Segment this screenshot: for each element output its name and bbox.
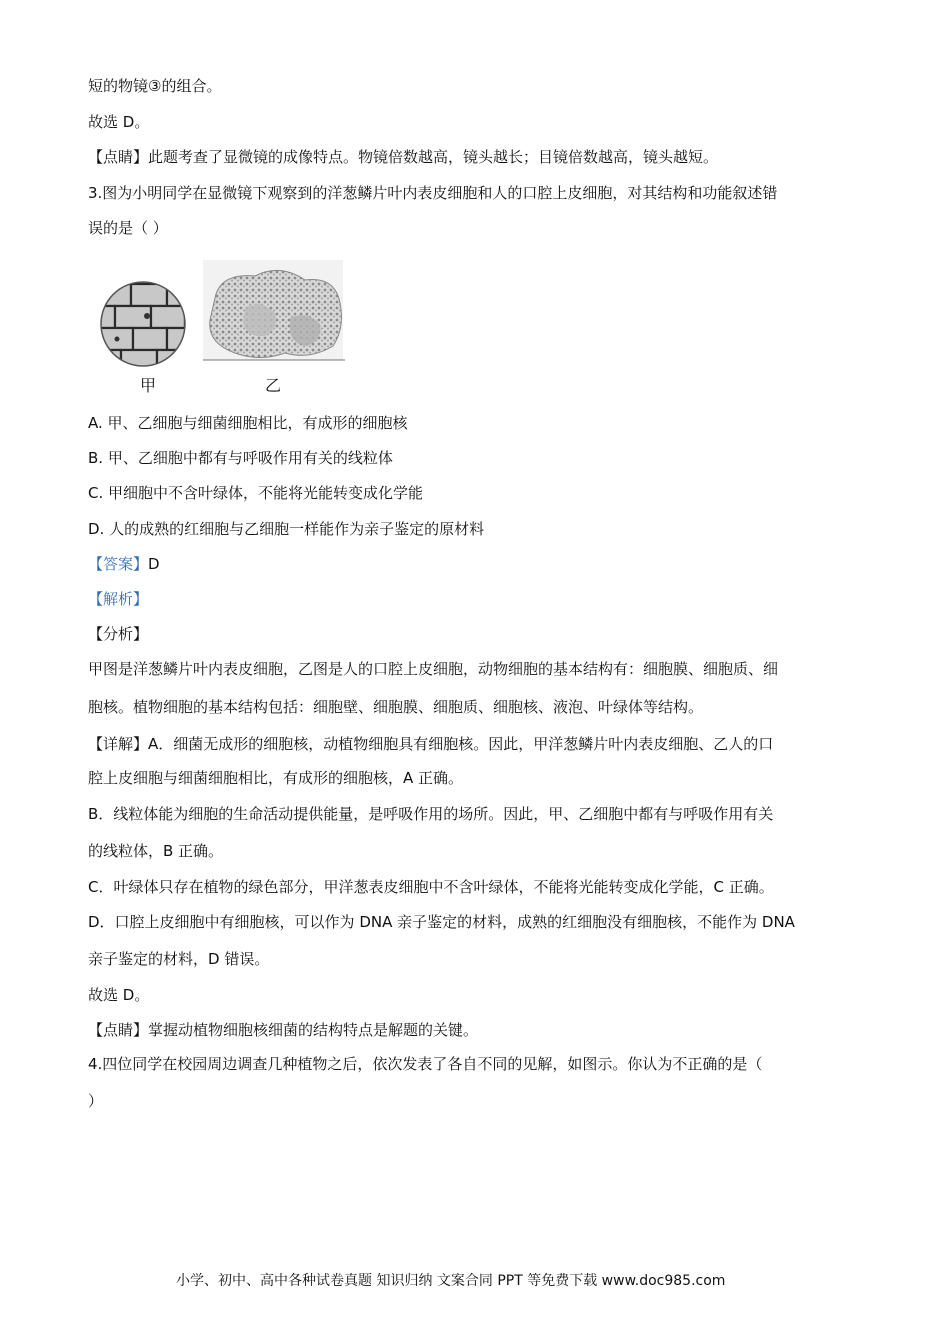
body-line: B．线粒体能为细胞的生命活动提供能量，是呼吸作用的场所。因此，甲、乙细胞中都有与呼吸作用有关 — [88, 805, 774, 823]
answer-label: 【答案】 — [88, 555, 149, 573]
caption-jia: 甲 — [140, 376, 157, 395]
option-c: C. 甲细胞中不含叶绿体，不能将光能转变成化学能 — [88, 484, 424, 502]
question-4-stem-cont: ） — [88, 1092, 104, 1110]
body-line: 亲子鉴定的材料，D 错误。 — [88, 950, 270, 968]
body-line: 甲图是洋葱鳞片叶内表皮细胞，乙图是人的口腔上皮细胞，动物细胞的基本结构有：细胞膜、细胞质、细 — [88, 660, 779, 678]
text-line: 【点睛】此题考查了显微镜的成像特点。物镜倍数越高，镜头越长；目镜倍数越高，镜头越短。 — [88, 148, 719, 166]
text-line: 故选 D。 — [88, 113, 150, 131]
body-line: D．口腔上皮细胞中有细胞核，可以作为 DNA 亲子鉴定的材料，成熟的红细胞没有细胞核，不能作为 DNA — [88, 913, 795, 931]
question-3-stem-cont: 误的是（ ） — [88, 219, 168, 237]
body-line: 【分析】 — [88, 625, 149, 643]
body-line: 故选 D。 — [88, 986, 150, 1004]
cell-micrograph — [95, 258, 355, 368]
question-4-stem: 4.四位同学在校园周边调查几种植物之后，依次发表了各自不同的见解，如图示。你认为不正确的是（ — [88, 1055, 763, 1073]
analysis-label: 【解析】 — [88, 590, 149, 608]
cell-figure — [95, 258, 355, 398]
option-a: A. 甲、乙细胞与细菌细胞相比，有成形的细胞核 — [88, 414, 408, 432]
caption-yi: 乙 — [265, 376, 282, 395]
body-line: 的线粒体，B 正确。 — [88, 842, 224, 860]
body-line: 【点睛】掌握动植物细胞核细菌的结构特点是解题的关键。 — [88, 1021, 479, 1039]
option-b: B. 甲、乙细胞中都有与呼吸作用有关的线粒体 — [88, 449, 393, 467]
answer-value: D — [148, 555, 160, 573]
body-line: 腔上皮细胞与细菌细胞相比，有成形的细胞核，A 正确。 — [88, 769, 464, 787]
page-footer: 小学、初中、高中各种试卷真题 知识归纳 文案合同 PPT 等免费下载 www.doc985.com — [176, 1273, 726, 1289]
body-line: C．叶绿体只存在植物的绿色部分，甲洋葱表皮细胞中不含叶绿体，不能将光能转变成化学能，C 正确。 — [88, 878, 774, 896]
question-3-stem: 3.图为小明同学在显微镜下观察到的洋葱鳞片叶内表皮细胞和人的口腔上皮细胞，对其结构和功能叙述错 — [88, 184, 778, 202]
option-d: D. 人的成熟的红细胞与乙细胞一样能作为亲子鉴定的原材料 — [88, 520, 485, 538]
body-line: 胞核。植物细胞的基本结构包括：细胞壁、细胞膜、细胞质、细胞核、液泡、叶绿体等结构。 — [88, 698, 704, 716]
body-line: 【详解】A．细菌无成形的细胞核，动植物细胞具有细胞核。因此，甲洋葱鳞片叶内表皮细胞、乙人的口 — [88, 735, 774, 753]
text-line: 短的物镜③的组合。 — [88, 77, 222, 95]
answer-line — [88, 554, 160, 574]
